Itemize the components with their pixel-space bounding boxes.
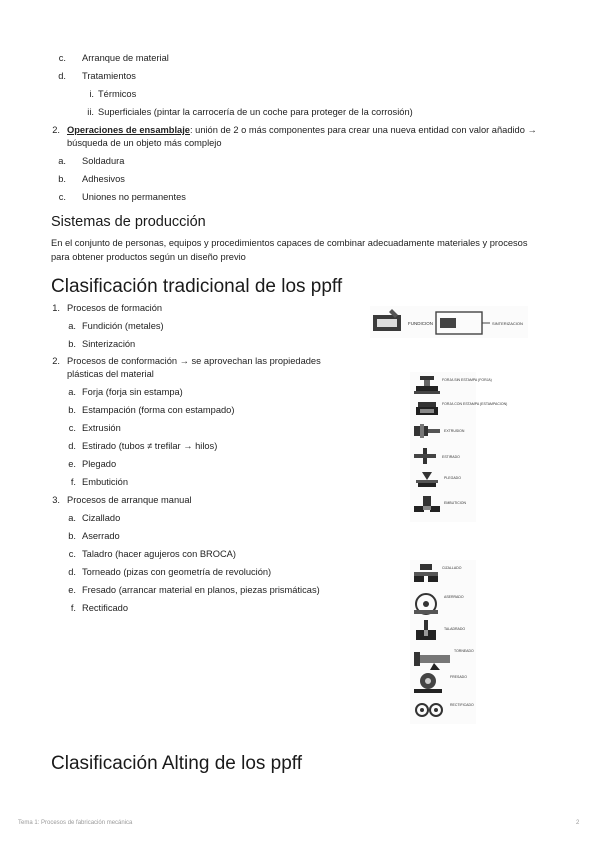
item-forja: Forja (forja sin estampa) <box>82 387 183 397</box>
list-marker: a. <box>68 321 76 331</box>
sinter-piece-icon <box>440 318 456 328</box>
list-marker: f. <box>70 477 76 487</box>
item-extrusion: Extrusión <box>82 423 121 433</box>
conformacion-diagram <box>410 372 508 522</box>
forja-icon <box>414 376 440 394</box>
ensamblaje-text-cont: búsqueda de un objeto más complejo <box>67 138 222 148</box>
section-heading-sistemas: Sistemas de producción <box>51 214 206 230</box>
list-marker: a. <box>68 513 76 523</box>
fig-label-torneado: TORNEADO <box>454 649 474 653</box>
fundicion-cavity-icon <box>377 319 397 327</box>
fig-label-fundicion: FUNDICION <box>408 321 433 326</box>
arranque-diagram <box>410 560 476 724</box>
list-marker: c. <box>68 423 76 433</box>
list-marker: b. <box>68 405 76 415</box>
plegado-icon <box>416 472 438 487</box>
list-marker: 2. <box>52 125 60 135</box>
list-marker: 3. <box>52 495 60 505</box>
item-adhesivos: Adhesivos <box>82 174 125 184</box>
fig-label-plegado: PLEGADO <box>444 476 461 480</box>
item-estampacion: Estampación (forma con estampado) <box>82 405 235 415</box>
item-arranque-manual: Procesos de arranque manual <box>67 495 192 505</box>
fig-label-forja: FORJA SIN ESTAMPA (FORJA) <box>442 378 492 382</box>
section-heading-alting: Clasificación Alting de los ppff <box>51 753 303 774</box>
fig-label-estirado: ESTIRADO <box>442 455 460 459</box>
item-tratamientos: Tratamientos <box>82 71 136 81</box>
list-marker: e. <box>68 459 76 469</box>
fig-label-taladrado: TALADRADO <box>444 627 466 631</box>
item-ensamblaje <box>67 124 537 136</box>
item-plegado: Plegado <box>82 459 117 469</box>
item-conformacion-cont: plásticas del material <box>67 369 154 379</box>
sistemas-paragraph: En el conjunto de personas, equipos y procedimientos capaces de combinar adecuadamente materiales y procesos para obtener productos según un diseño previo <box>51 238 528 262</box>
list-marker: e. <box>68 585 76 595</box>
item-conformacion: Procesos de conformación → se aprovechan las propiedades <box>67 356 321 366</box>
list-marker: b. <box>68 339 76 349</box>
fresado-icon <box>414 673 442 693</box>
item-fundicion: Fundición (metales) <box>82 321 164 331</box>
section-heading-tradicional: Clasificación tradicional de los ppff <box>51 276 343 297</box>
item-taladro: Taladro (hacer agujeros con BROCA) <box>82 549 236 559</box>
list-marker: b. <box>68 531 76 541</box>
figure-arranque <box>410 560 476 724</box>
list-marker: 2. <box>52 356 60 366</box>
item-uniones: Uniones no permanentes <box>82 192 186 202</box>
item-embuticion: Embutición <box>82 477 128 487</box>
rectificado-icon <box>416 704 442 716</box>
list-marker: 1. <box>52 303 60 313</box>
item-estirado: Estirado (tubos ≠ trefilar → hilos) <box>82 441 218 451</box>
fig-label-sinterizacion: SINTERIZACION <box>492 321 523 326</box>
item-formacion: Procesos de formación <box>67 303 163 313</box>
formacion-diagram <box>370 306 528 338</box>
figure-formacion <box>370 306 528 338</box>
estampacion-icon <box>416 402 438 415</box>
ensamblaje-label: Operaciones de ensamblaje <box>67 125 190 135</box>
list-marker: b. <box>58 174 66 184</box>
extrusion-icon <box>414 424 440 438</box>
item-termicos: Térmicos <box>98 89 137 99</box>
list-marker: i. <box>89 89 94 99</box>
item-rectificado: Rectificado <box>82 603 128 613</box>
fig-label-rectificado: RECTIFICADO <box>450 703 474 707</box>
item-superficiales: Superficiales (pintar la carrocería de un coche para proteger de la corrosión) <box>98 107 413 117</box>
embuticion-icon <box>414 496 440 512</box>
page-number: 2 <box>576 820 580 826</box>
fig-label-estampacion: FORJA CON ESTAMPA (ESTAMPACION) <box>442 402 508 406</box>
list-marker: c. <box>58 192 66 202</box>
item-torneado: Torneado (pizas con geometría de revolución) <box>82 567 272 577</box>
fig-label-embuticion: EMBUTICION <box>444 501 466 505</box>
figure-conformacion <box>410 372 508 522</box>
item-soldadura: Soldadura <box>82 156 125 166</box>
item-arranque: Arranque de material <box>82 53 169 63</box>
list-marker: d. <box>68 441 76 451</box>
aserrado-icon <box>414 594 438 614</box>
ensamblaje-text: : unión de 2 o más componentes para crear una nueva entidad con valor añadido → <box>189 125 537 135</box>
fig-label-cizallado: CIZALLADO <box>442 566 462 570</box>
fig-label-fresado: FRESADO <box>450 675 467 679</box>
list-marker: c. <box>58 53 66 63</box>
estirado-icon <box>414 448 436 464</box>
taladrado-icon <box>416 620 436 640</box>
list-marker: ii. <box>87 107 94 117</box>
item-aserrado: Aserrado <box>82 531 120 541</box>
fig-label-extrusion: EXTRUSION <box>444 429 465 433</box>
footer-title: Tema 1: Procesos de fabricación mecánica <box>18 820 133 826</box>
list-marker: d. <box>68 567 76 577</box>
list-marker: a. <box>68 387 76 397</box>
torneado-icon <box>414 652 450 670</box>
item-sinterizacion: Sinterización <box>82 339 136 349</box>
item-fresado: Fresado (arrancar material en planos, piezas prismáticas) <box>82 585 320 595</box>
list-marker: d. <box>58 71 66 81</box>
list-marker: a. <box>58 156 66 166</box>
item-cizallado: Cizallado <box>82 513 121 523</box>
cizallado-icon <box>414 564 438 582</box>
fig-label-aserrado: ASERRADO <box>444 595 464 599</box>
list-marker: c. <box>68 549 76 559</box>
list-marker: f. <box>70 603 76 613</box>
